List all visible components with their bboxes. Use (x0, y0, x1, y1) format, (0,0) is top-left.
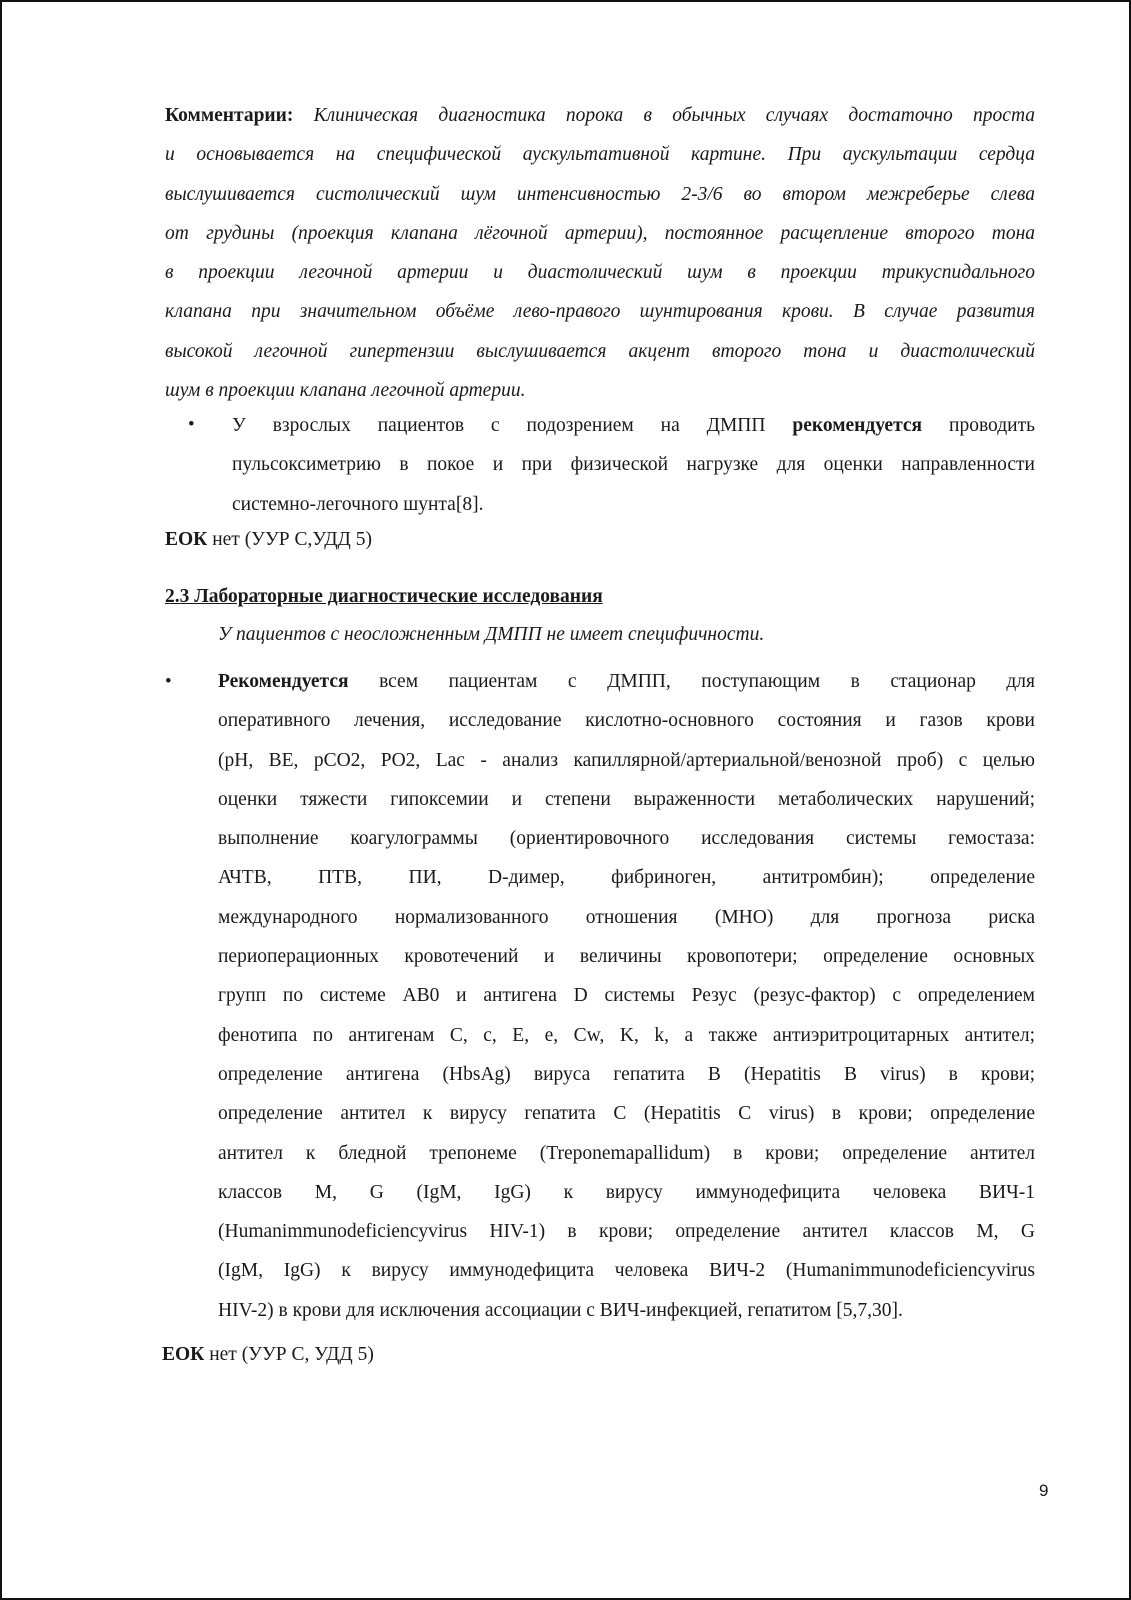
bullet-marker: • (188, 414, 195, 435)
bullet-text: системно-легочного шунта[8]. (232, 493, 484, 515)
bullet-text: оценки тяжести гипоксемии и степени выраженности метаболических нарушений; (218, 788, 1035, 810)
comments-paragraph (165, 96, 1035, 410)
comments-line: Клиническая диагностика порока в обычных случаях достаточно проста (313, 105, 1036, 126)
comments-line: в проекции легочной артерии и диастолический шум в проекции трикуспидального (165, 262, 1035, 284)
bullet-text: классов M, G (IgM, IgG) к вирусу иммунодефицита человека ВИЧ-1 (218, 1181, 1035, 1203)
bullet-text: международного нормализованного отношения (МНО) для прогноза риска (218, 906, 1035, 928)
comments-line: шум в проекции клапана легочной артерии. (165, 380, 526, 402)
bullet-text: У взрослых пациентов с подозрением на ДМПП (232, 415, 766, 436)
bullet-text: АЧТВ, ПТВ, ПИ, D-димер, фибриноген, антитромбин); определение (218, 867, 1035, 889)
bullet-text: определение антигена (HbsAg) вируса гепатита B (Hepatitis B virus) в крови; (218, 1063, 1035, 1085)
recommendation-bullet-pulse-oximetry (232, 406, 1035, 524)
evidence-level-2 (162, 1344, 374, 1366)
page-number: 9 (1039, 1481, 1049, 1500)
bullet-text: фенотипа по антигенам C, c, E, e, Cw, K, k, а также антиэритроцитарных антител; (218, 1024, 1035, 1046)
comments-label: Комментарии: (165, 105, 294, 126)
bullet-text: проводить (949, 415, 1035, 436)
recommendation-bullet-lab-tests (218, 662, 1035, 1330)
bullet-text: (pH, BE, pCO2, PO2, Lac - анализ капиллярной/артериальной/венозной проб) с целью (218, 749, 1035, 771)
eok-value: нет (УУР С, УДД 5) (209, 1344, 374, 1365)
bullet-text: групп по системе АВ0 и антигена D системы Резус (резус-фактор) с определением (218, 985, 1035, 1007)
eok-label: ЕОК (162, 1344, 205, 1365)
comments-line: выслушивается систолический шум интенсивностью 2-3/6 во втором межреберье слева (165, 183, 1035, 205)
comments-line: высокой легочной гипертензии выслушивается акцент второго тона и диастолический (165, 340, 1035, 362)
eok-value: нет (УУР С,УДД 5) (212, 529, 372, 550)
bullet-text: (Humanimmunodeficiencyvirus HIV-1) в крови; определение антител классов M, G (218, 1221, 1035, 1243)
recommendation-keyword: Рекомендуется (218, 671, 349, 692)
recommendation-keyword: рекомендуется (792, 415, 923, 436)
bullet-text: всем пациентам с ДМПП, поступающим в стационар для (379, 671, 1035, 692)
bullet-text: пульсоксиметрию в покое и при физической нагрузке для оценки направленности (232, 454, 1035, 476)
comments-line: от грудины (проекция клапана лёгочной артерии), постоянное расщепление второго тона (165, 222, 1035, 244)
section-heading: 2.3 Лабораторные диагностические исследования (165, 586, 603, 607)
bullet-text: антител к бледной трепонеме (Treponemapallidum) в крови; определение антител (218, 1142, 1035, 1164)
bullet-text: HIV-2) в крови для исключения ассоциации с ВИЧ-инфекцией, гепатитом [5,7,30]. (218, 1299, 903, 1321)
bullet-text: периоперационных кровотечений и величины кровопотери; определение основных (218, 946, 1035, 968)
bullet-text: (IgM, IgG) к вирусу иммунодефицита человека ВИЧ-2 (Humanimmunodeficiencyvirus (218, 1260, 1035, 1282)
eok-label: ЕОК (165, 529, 208, 550)
section-intro: У пациентов с неосложненным ДМПП не имеет специфичности. (218, 624, 765, 645)
bullet-text: оперативного лечения, исследование кислотно-основного состояния и газов крови (218, 710, 1035, 732)
comments-line: клапана при значительном объёме лево-правого шунтирования крови. В случае развития (165, 301, 1035, 323)
evidence-level-1 (165, 529, 372, 551)
bullet-text: выполнение коагулограммы (ориентировочного исследования системы гемостаза: (218, 828, 1035, 850)
comments-line: и основывается на специфической аускультативной картине. При аускультации сердца (165, 144, 1035, 166)
bullet-text: определение антител к вирусу гепатита C (Hepatitis C virus) в крови; определение (218, 1103, 1035, 1125)
bullet-marker: • (165, 671, 172, 692)
